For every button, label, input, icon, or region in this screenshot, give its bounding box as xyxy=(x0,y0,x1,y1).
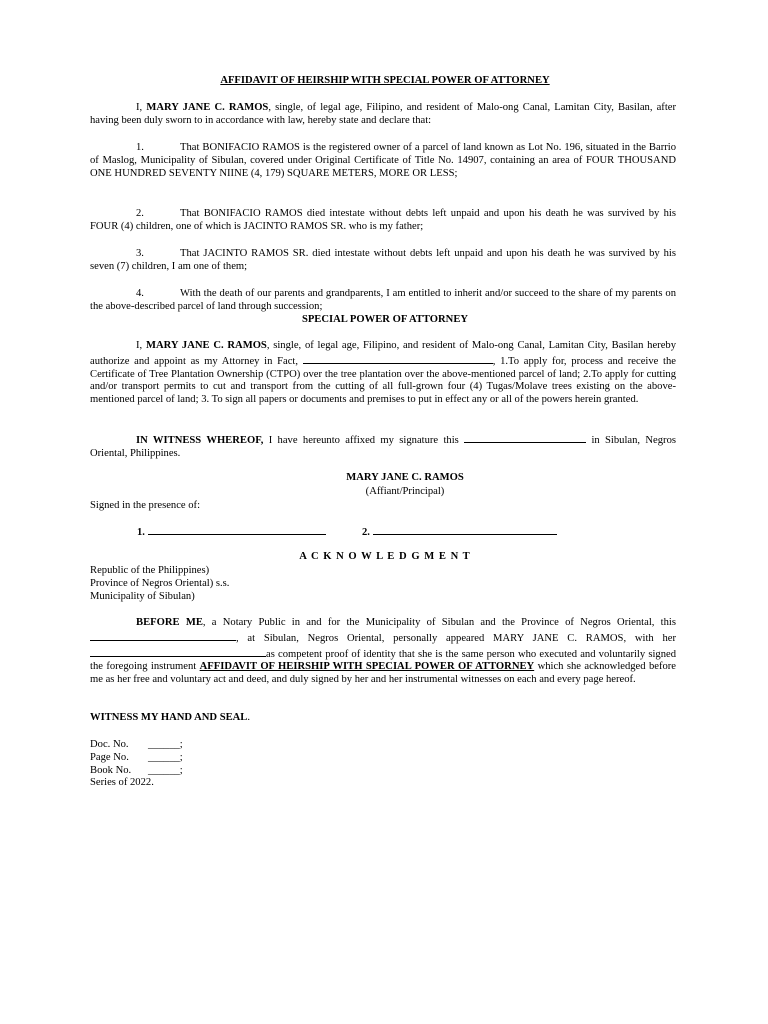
witness-lead: IN WITNESS WHEREOF, xyxy=(136,435,264,446)
witness-1-signature-blank[interactable] xyxy=(148,524,326,535)
proof-of-identity-blank[interactable] xyxy=(90,646,266,657)
item-number: 2. xyxy=(136,208,144,219)
venue-block xyxy=(90,565,229,603)
affiant-signature-name: MARY JANE C. RAMOS xyxy=(346,472,464,483)
venue-line-3: Municipality of Sibulan) xyxy=(90,590,195,602)
before-me-lead: BEFORE ME xyxy=(136,617,203,628)
witness-text-2: in Sibulan, Negros Oriental, Philippines. xyxy=(90,435,676,459)
book-no-row xyxy=(90,765,183,778)
item-text: That JACINTO RAMOS SR. died intestate without debts left unpaid and upon his death he was survived by his seven (7) children, I am one of them; xyxy=(90,248,676,272)
book-no-label: Book No. xyxy=(90,764,132,776)
witness-line-1 xyxy=(137,524,326,540)
ack-text-2: , at Sibulan, Negros Oriental, personally appeared MARY JANE C. RAMOS, with her xyxy=(236,632,676,644)
page-no-row xyxy=(90,752,183,765)
seal-period: . xyxy=(247,712,251,723)
item-number: 1. xyxy=(136,142,144,153)
doc-no-blank[interactable]: ______; xyxy=(148,739,183,750)
witness-text-1: I have hereunto affixed my signature this xyxy=(263,435,465,446)
witness-paragraph xyxy=(90,432,676,461)
intro-text: , single, of legal age, Filipino, and resident of Malo-ong Canal, Lamitan City, Basilan, after having been duly sworn to in accordance with law, hereby state and declare that: xyxy=(90,102,677,126)
acknowledgment-paragraph xyxy=(90,617,676,687)
item-text: With the death of our parents and grandparents, I am entitled to inherit and/or succeed to the share of my parents on the above-described parcel of land through succession; xyxy=(90,288,676,312)
page-no-label: Page No. xyxy=(90,751,129,763)
item-number: 4. xyxy=(136,288,144,299)
signature-date-blank[interactable] xyxy=(464,432,586,443)
item-text: That BONIFACIO RAMOS died intestate without debts left unpaid and upon his death he was survived by his FOUR (4) children, one of which is JACINTO RAMOS SR. who is my father; xyxy=(90,208,676,232)
notarial-register xyxy=(90,739,183,790)
venue-line-2: Province of Negros Oriental) s.s. xyxy=(90,577,230,589)
intro-paragraph xyxy=(90,102,676,128)
item-number: 3. xyxy=(136,248,144,259)
seal-line xyxy=(90,712,250,725)
witness-number-1: 1. xyxy=(137,527,145,538)
witness-2-signature-blank[interactable] xyxy=(373,524,557,535)
ack-text-3: as competent proof of identity that she is the same person who executed and voluntarily signed the foregoing instrument xyxy=(90,648,676,673)
item-2 xyxy=(90,208,676,234)
spa-text-1: , single, of legal age, Filipino, and resident of Malo-ong Canal, Lamitan City, Basilan hereby authorize and appoint as my Attorney in Fact, xyxy=(90,340,677,367)
document-title: AFFIDAVIT OF HEIRSHIP WITH SPECIAL POWER OF ATTORNEY xyxy=(220,75,550,86)
item-1 xyxy=(90,142,676,180)
attorney-in-fact-blank[interactable] xyxy=(303,353,493,364)
ack-text-4: which she acknowledged before me as her free and voluntary act and deed, and duly signed by her and her instrumental witnesses on each and every page hereof. xyxy=(90,661,677,686)
affiant-role: (Affiant/Principal) xyxy=(365,486,445,497)
instrument-title: AFFIDAVIT OF HEIRSHIP WITH SPECIAL POWER OF ATTORNEY xyxy=(199,661,535,673)
signed-presence-label: Signed in the presence of: xyxy=(90,500,201,511)
affiant-name: MARY JANE C. RAMOS xyxy=(146,102,269,113)
doc-no-row xyxy=(90,739,183,752)
book-no-blank[interactable]: ______; xyxy=(148,764,183,776)
page-no-blank[interactable]: ______; xyxy=(148,751,183,763)
ack-date-blank[interactable] xyxy=(90,630,236,641)
witness-number-2: 2. xyxy=(362,527,370,538)
item-3 xyxy=(90,248,676,274)
acknowledgment-heading: A C K N O W L E D G M E N T xyxy=(299,551,471,562)
witness-line-2 xyxy=(362,524,557,540)
doc-no-label: Doc. No. xyxy=(90,739,129,750)
spa-pre: I, xyxy=(136,340,146,351)
item-text: That BONIFACIO RAMOS is the registered owner of a parcel of land known as Lot No. 196, situated in the Barrio of Maslog, Municipality of Sibulan, covered under Original Certificate of Title No. 14907, containing an area of FOUR THOUSAND ONE HUNDRED SEVENTY NIINE (4, 179) SQUARE METERS, MORE OR LESS; xyxy=(90,142,676,179)
item-4 xyxy=(90,288,676,314)
ack-text-1: , a Notary Public in and for the Municipality of Sibulan and the Province of Negros Oriental, this xyxy=(202,617,676,628)
spa-text-2: , 1.To apply for, process and receive the Certificate of Tree Plantation Ownership (CTPO) over the tree plantation over the above-mentioned parcel of land; 2.To apply for cutting and/or transport permits to cut and transport from the cutting of all full-grown four (4) Tugas/Molave trees existing on the above-mentioned parcel of land; 3. To sign all papers or documents and premises to put in effect any or all of the powers herein granted. xyxy=(90,355,676,406)
series-line: Series of 2022. xyxy=(90,777,154,789)
spa-paragraph xyxy=(90,340,676,407)
seal-label: WITNESS MY HAND AND SEAL xyxy=(90,712,248,723)
venue-line-1: Republic of the Philippines) xyxy=(90,565,210,576)
spa-name: MARY JANE C. RAMOS xyxy=(145,340,267,351)
intro-pre: I, xyxy=(136,102,147,113)
spa-heading: SPECIAL POWER OF ATTORNEY xyxy=(301,314,469,325)
